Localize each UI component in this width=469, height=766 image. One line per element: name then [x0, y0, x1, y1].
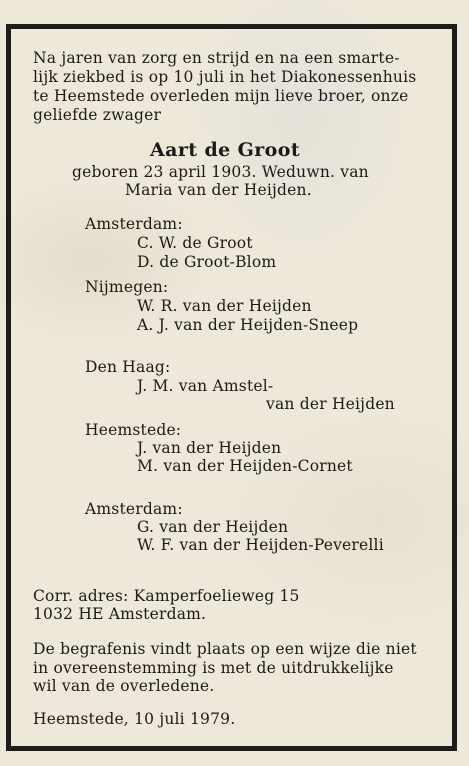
correspondence-postcode: 1032 HE Amsterdam. — [33, 605, 207, 623]
family-name: D. de Groot-Blom — [137, 253, 277, 271]
intro-line-3: te Heemstede overleden mijn lieve broer, onze — [33, 87, 409, 105]
family-name: van der Heijden — [266, 395, 395, 413]
family-name: W. R. van der Heijden — [137, 297, 312, 315]
family-name: G. van der Heijden — [137, 518, 289, 536]
family-place: Heemstede: — [85, 421, 182, 439]
place-date: Heemstede, 10 juli 1979. — [33, 710, 236, 728]
intro-line-1: Na jaren van zorg en strijd en na een smarte- — [33, 49, 400, 67]
family-name: W. F. van der Heijden-Peverelli — [137, 536, 384, 554]
deceased-spouse: Maria van der Heijden. — [125, 181, 312, 199]
family-name: A. J. van der Heijden-Sneep — [137, 316, 359, 334]
family-name: J. M. van Amstel- — [137, 377, 274, 395]
deceased-name: Aart de Groot — [150, 139, 301, 161]
correspondence-address: Corr. adres: Kamperfoelieweg 15 — [33, 587, 300, 605]
family-name: M. van der Heijden-Cornet — [137, 457, 353, 475]
family-place: Nijmegen: — [85, 278, 169, 296]
intro-line-4: geliefde zwager — [33, 106, 162, 124]
intro-line-2: lijk ziekbed is op 10 juli in het Diakonessenhuis — [33, 68, 417, 86]
family-place: Amsterdam: — [85, 215, 183, 233]
funeral-line-2: in overeenstemming is met de uitdrukkelijke — [33, 659, 394, 677]
family-name: C. W. de Groot — [137, 234, 253, 252]
family-place: Amsterdam: — [85, 500, 183, 518]
funeral-line-3: wil van de overledene. — [33, 677, 215, 695]
funeral-line-1: De begrafenis vindt plaats op een wijze die niet — [33, 640, 417, 658]
family-name: J. van der Heijden — [137, 439, 282, 457]
family-place: Den Haag: — [85, 358, 171, 376]
deceased-born: geboren 23 april 1903. Weduwn. van — [72, 163, 369, 181]
